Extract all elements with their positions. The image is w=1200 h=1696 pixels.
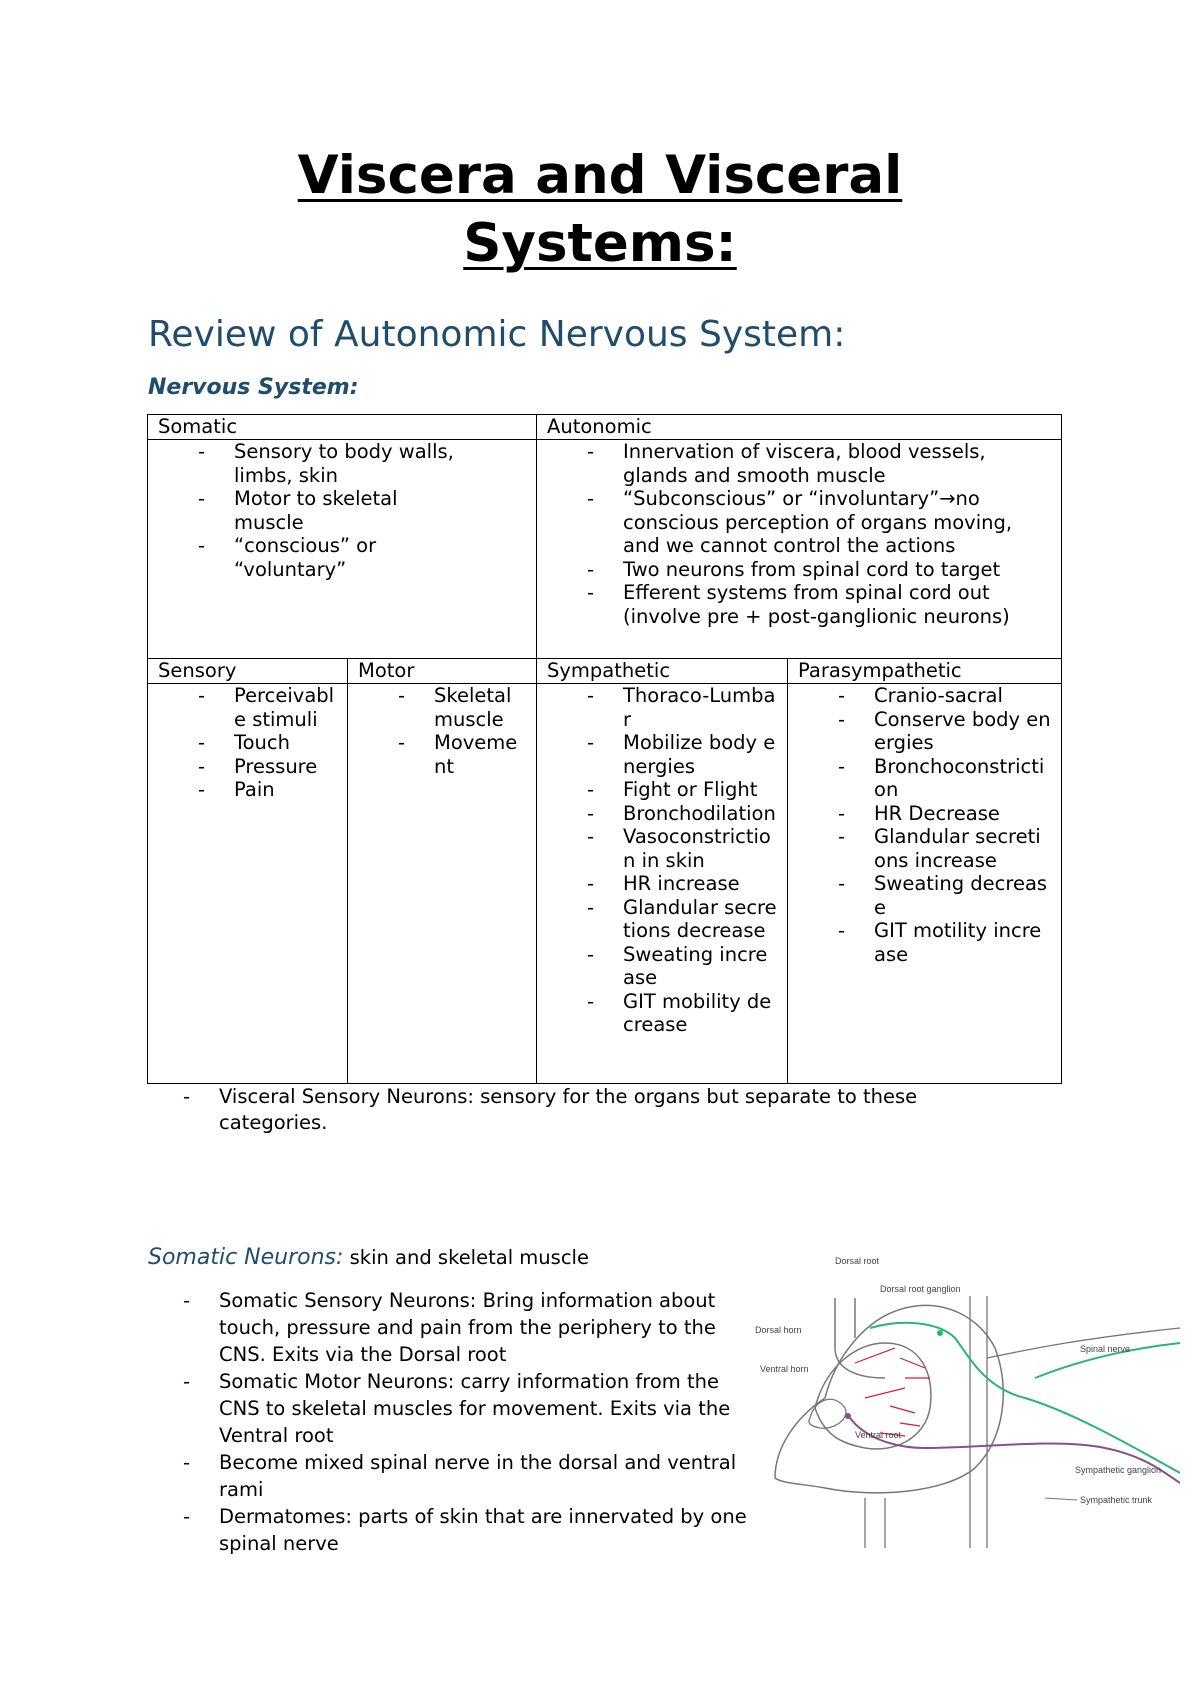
list-item: - Sensory to body walls, limbs, skin [198, 440, 456, 487]
sympathetic-list [547, 684, 777, 1037]
label-dorsal-root-ganglion: Dorsal root ganglion [880, 1284, 961, 1294]
label-ventral-horn: Ventral horn [760, 1364, 809, 1374]
list-item: - Cranio-sacral [838, 684, 1051, 708]
list-item: - Bronchodilation [587, 802, 777, 826]
list-item: - “conscious” or “voluntary” [198, 534, 456, 581]
label-ventral-root: Ventral root [855, 1430, 902, 1440]
list-item: - GIT motility increase [838, 919, 1051, 966]
visceral-note [183, 1084, 1003, 1136]
list-item: - Become mixed spinal nerve in the dorsal and ventral rami [183, 1449, 748, 1503]
nervous-system-subheading: Nervous System: [148, 375, 359, 400]
neuron-body-green [937, 1330, 943, 1336]
section-heading: Review of Autonomic Nervous System: [148, 314, 846, 355]
somatic-cell [148, 440, 537, 659]
sympathetic-cell [537, 684, 788, 1084]
list-item: - Touch [198, 731, 337, 755]
list-item: - Movement [398, 731, 526, 778]
list-item: - Pain [198, 778, 337, 802]
parasympathetic-list [798, 684, 1051, 966]
leader-line-trunk [1045, 1498, 1077, 1500]
list-item: - Glandular secretions increase [838, 825, 1051, 872]
table-detail-row [148, 684, 1062, 1084]
label-sympathetic-ganglion: Sympathetic ganglion [1075, 1465, 1162, 1475]
list-item: - Somatic Sensory Neurons: Bring information about touch, pressure and pain from the periphery to the CNS. Exits via the Dorsal root [183, 1287, 748, 1368]
list-item: - Motor to skeletal muscle [198, 487, 456, 534]
list-item: - GIT mobility decrease [587, 990, 777, 1037]
motor-header: Motor [348, 659, 537, 684]
autonomic-header: Autonomic [537, 415, 1062, 440]
somatic-header: Somatic [148, 415, 537, 440]
list-item: - Thoraco-Lumbar [587, 684, 777, 731]
list-item: - Fight or Flight [587, 778, 777, 802]
list-item: - Glandular secretions decrease [587, 896, 777, 943]
list-item: - Efferent systems from spinal cord out (involve pre + post-ganglionic neurons) [587, 581, 1051, 628]
motor-cell [348, 684, 537, 1084]
list-item: - Perceivable stimuli [198, 684, 337, 731]
label-sympathetic-trunk: Sympathetic trunk [1080, 1495, 1153, 1505]
visceral-note-list [183, 1084, 1003, 1136]
somatic-neurons-label: Somatic Neurons: [148, 1245, 344, 1270]
parasympathetic-cell [788, 684, 1062, 1084]
label-spinal-nerve: Spinal nerve [1080, 1344, 1131, 1354]
autonomic-list [547, 440, 1051, 628]
nervous-system-table [147, 414, 1062, 1084]
list-item: - HR increase [587, 872, 777, 896]
table-subheader-row [148, 659, 1062, 684]
sensory-nerve-green [870, 1323, 1180, 1473]
motor-list [358, 684, 526, 778]
autonomic-cell [537, 440, 1062, 659]
list-item: - Somatic Motor Neurons: carry information from the CNS to skeletal muscles for movement. Exits via the Ventral root [183, 1368, 748, 1449]
sensory-cell [148, 684, 348, 1084]
list-item: - Dermatomes: parts of skin that are innervated by one spinal nerve [183, 1503, 748, 1557]
list-item: - Pressure [198, 755, 337, 779]
list-item: - HR Decrease [838, 802, 1051, 826]
somatic-neurons-heading [148, 1243, 748, 1273]
list-item: - Bronchoconstriction [838, 755, 1051, 802]
list-item: - Innervation of viscera, blood vessels, glands and smooth muscle [587, 440, 1051, 487]
somatic-neurons-list [148, 1287, 748, 1557]
page-title: Viscera and Visceral Systems: [297, 145, 903, 274]
somatic-neurons-section [148, 1243, 748, 1557]
central-canal [809, 1399, 846, 1428]
annotation-red [855, 1348, 930, 1436]
list-item: - Two neurons from spinal cord to target [587, 558, 1051, 582]
label-dorsal-horn: Dorsal horn [755, 1325, 802, 1335]
sensory-header: Sensory [148, 659, 348, 684]
list-item: - Sweating decrease [838, 872, 1051, 919]
spinal-cord-outline [775, 1305, 1003, 1492]
sympathetic-header: Sympathetic [537, 659, 788, 684]
label-dorsal-root: Dorsal root [835, 1256, 880, 1266]
list-item: - Skeletal muscle [398, 684, 526, 731]
list-item: - Conserve body energies [838, 708, 1051, 755]
dorsal-root-line [835, 1298, 885, 1378]
neuron-body-purple [845, 1413, 851, 1419]
sensory-list [158, 684, 337, 802]
table-description-row [148, 440, 1062, 659]
list-item: - Mobilize body energies [587, 731, 777, 778]
list-item: - “Subconscious” or “involuntary”→no conscious perception of organs moving, and we cannot control the actions [587, 487, 1051, 558]
parasympathetic-header: Parasympathetic [788, 659, 1062, 684]
somatic-neurons-description: skin and skeletal muscle [343, 1246, 589, 1269]
list-item: - Vasoconstriction in skin [587, 825, 777, 872]
list-item: - Visceral Sensory Neurons: sensory for the organs but separate to these categories. [183, 1084, 1003, 1136]
somatic-list [158, 440, 526, 581]
table-header-row [148, 415, 1062, 440]
spinal-cord-diagram [755, 1248, 1180, 1548]
list-item: - Sweating increase [587, 943, 777, 990]
